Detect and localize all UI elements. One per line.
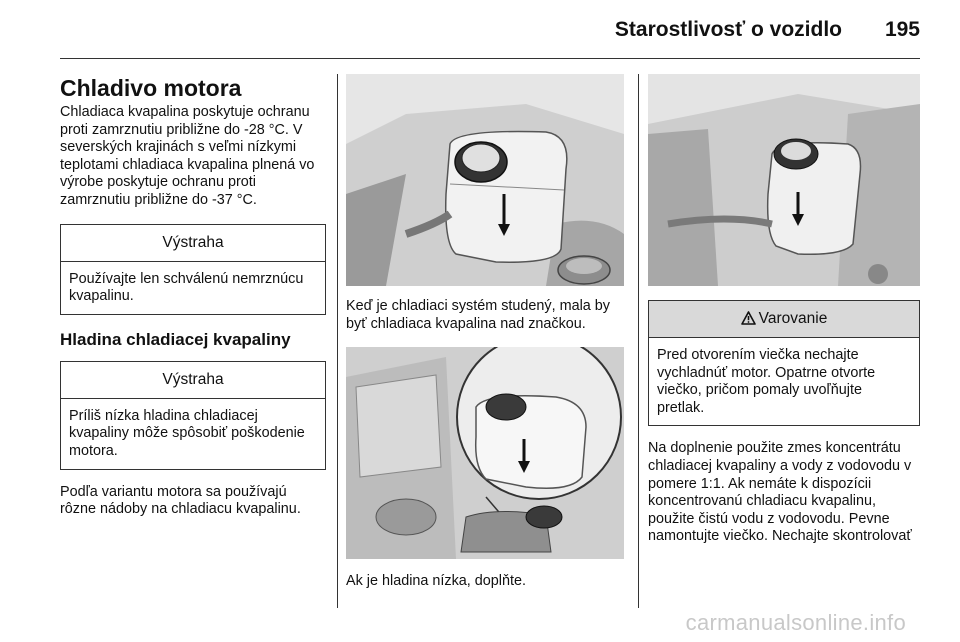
warning-text-2: Príliš nízka hladina chladiacej kvapaliny môže spôsobiť poškodenie motora. (69, 407, 305, 459)
caution-text: Pred otvorením viečka nechajte vychladnúť motor. Opatrne otvorte viečko, pričom pomaly uvoľňujte pretlak. (657, 347, 876, 416)
figure-caption-2: Ak je hladina nízka, doplňte. (346, 573, 527, 590)
page-header-title: Starostlivosť o vozidlo (614, 18, 842, 41)
coolant-reservoir-photo-2 (346, 347, 624, 559)
figure-caption-1: Keď je chladiaci systém studený, mala by byť chladiaca kvapalina nad značkou. (346, 298, 610, 332)
coolant-reservoir-photo-1 (346, 74, 624, 286)
warning-triangle-icon (741, 303, 756, 339)
column-3 (648, 74, 920, 546)
column-divider-1 (337, 74, 338, 608)
column-divider-2 (638, 74, 639, 608)
outro-paragraph: Podľa variantu motora sa používajú rôzne nádoby na chladiacu kvapalinu. (60, 483, 301, 518)
refill-paragraph: Na doplnenie použite zmes koncentrátu chladiacej kvapaliny a vody z vodovodu v pomere 1:1. Ak nemáte k dispozícii koncentrovanú chladiacu kvapalinu, použite čistú vodu z vodovodu. Pevne namontujte viečko. Nechajte skontrolovať (648, 440, 912, 545)
warning-heading-1: Výstraha (61, 225, 325, 262)
warning-heading-2: Výstraha (61, 362, 325, 399)
intro-paragraph: Chladiaca kvapalina poskytuje ochranu proti zamrznutiu približne do -28 °C. V severských krajinách s veľmi nízkymi teplotami chladiaca kvapalina plnená vo výrobe poskytuje ochranu proti zamrznutiu približne do -37 °C. (60, 104, 315, 208)
section-title: Chladivo motora (60, 75, 242, 101)
coolant-reservoir-photo-3 (648, 74, 920, 286)
caution-heading-label: Varovanie (758, 310, 828, 327)
column-2 (346, 74, 624, 591)
caution-box (648, 300, 920, 426)
warning-text-1: Používajte len schválenú nemrznúcu kvapalinu. (69, 270, 304, 305)
watermark: carmanualsonline.info (685, 610, 906, 635)
warning-box-2 (60, 361, 326, 470)
page-number: 195 (884, 18, 920, 41)
header-rule (60, 58, 920, 59)
column-1 (60, 74, 326, 519)
caution-heading (649, 301, 919, 338)
subsection-title: Hladina chladiacej kvapaliny (60, 329, 291, 349)
warning-box-1 (60, 224, 326, 315)
